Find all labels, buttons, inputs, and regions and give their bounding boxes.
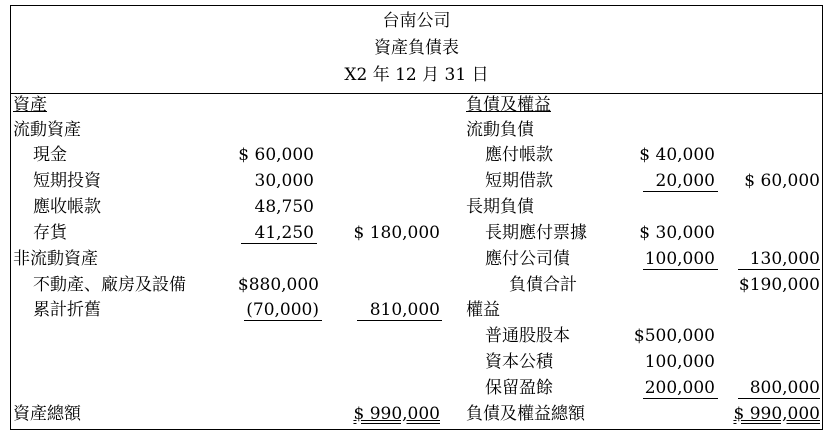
current-liabilities-total: $ 60,000 bbox=[744, 171, 820, 191]
st-loan-underline bbox=[643, 191, 718, 192]
total-liabilities-value: $190,000 bbox=[738, 275, 820, 295]
cash-label: 現金 bbox=[33, 145, 67, 165]
equity-heading: 權益 bbox=[466, 300, 500, 320]
balance-sheet bbox=[10, 5, 823, 430]
equity-total: 800,000 bbox=[749, 378, 820, 398]
long-term-liabilities-heading: 長期負債 bbox=[466, 197, 534, 217]
short-term-investment-value: 30,000 bbox=[254, 171, 314, 191]
statement-header bbox=[11, 6, 822, 94]
bonds-underline bbox=[643, 269, 718, 270]
accounts-receivable-label: 應收帳款 bbox=[33, 197, 101, 217]
lt-notes-payable-label: 長期應付票據 bbox=[485, 223, 587, 243]
bonds-payable-label: 應付公司債 bbox=[485, 249, 570, 269]
statement-title: 資產負債表 bbox=[374, 38, 459, 58]
company-name: 台南公司 bbox=[382, 11, 451, 31]
bonds-payable-value: 100,000 bbox=[644, 249, 715, 269]
total-liabilities-label: 負債合計 bbox=[509, 275, 577, 295]
short-term-loan-value: 20,000 bbox=[655, 171, 715, 191]
inventory-label: 存貨 bbox=[33, 223, 67, 243]
cash-value: $ 60,000 bbox=[238, 145, 314, 165]
current-liabilities-heading: 流動負債 bbox=[466, 120, 534, 140]
inventory-underline bbox=[241, 243, 317, 244]
lt-total-underline bbox=[738, 269, 820, 270]
current-assets-heading: 流動資產 bbox=[13, 120, 81, 140]
short-term-loan-label: 短期借款 bbox=[485, 171, 553, 191]
inventory-value: 41,250 bbox=[254, 223, 314, 243]
long-term-liabilities-total: 130,000 bbox=[749, 249, 820, 269]
equity-total-underline bbox=[738, 398, 820, 399]
common-stock-value: $500,000 bbox=[633, 326, 715, 346]
accumulated-depreciation-label: 累計折舊 bbox=[33, 300, 101, 320]
liabilities-equity-heading: 負債及權益 bbox=[466, 95, 551, 115]
common-stock-label: 普通股股本 bbox=[485, 326, 570, 346]
lt-notes-payable-value: $ 30,000 bbox=[639, 223, 715, 243]
noncurrent-assets-total: 810,000 bbox=[369, 300, 440, 320]
short-term-investment-label: 短期投資 bbox=[33, 171, 101, 191]
accounts-payable-value: $ 40,000 bbox=[639, 145, 715, 165]
total-assets-value: $ 990,000 bbox=[353, 404, 440, 424]
statement-date: X2 年 12 月 31 日 bbox=[344, 65, 489, 85]
retained-earnings-value: 200,000 bbox=[644, 378, 715, 398]
retained-underline bbox=[643, 398, 718, 399]
noncurrent-assets-heading: 非流動資產 bbox=[13, 249, 98, 269]
capital-surplus-value: 100,000 bbox=[644, 352, 715, 372]
total-liabilities-equity-value: $ 990,000 bbox=[733, 404, 820, 424]
ppe-label: 不動產、廠房及設備 bbox=[33, 275, 186, 295]
current-assets-total: $ 180,000 bbox=[353, 223, 440, 243]
accounts-receivable-value: 48,750 bbox=[254, 197, 314, 217]
assets-heading: 資產 bbox=[13, 95, 47, 115]
total-liabilities-equity-label: 負債及權益總額 bbox=[466, 404, 585, 424]
noncurrent-underline bbox=[357, 320, 442, 321]
retained-earnings-label: 保留盈餘 bbox=[485, 378, 553, 398]
acc-dep-underline bbox=[244, 320, 322, 321]
capital-surplus-label: 資本公積 bbox=[485, 352, 553, 372]
accumulated-depreciation-value: (70,000) bbox=[246, 300, 319, 320]
ppe-value: $880,000 bbox=[237, 275, 319, 295]
accounts-payable-label: 應付帳款 bbox=[485, 145, 553, 165]
total-assets-label: 資產總額 bbox=[13, 404, 81, 424]
